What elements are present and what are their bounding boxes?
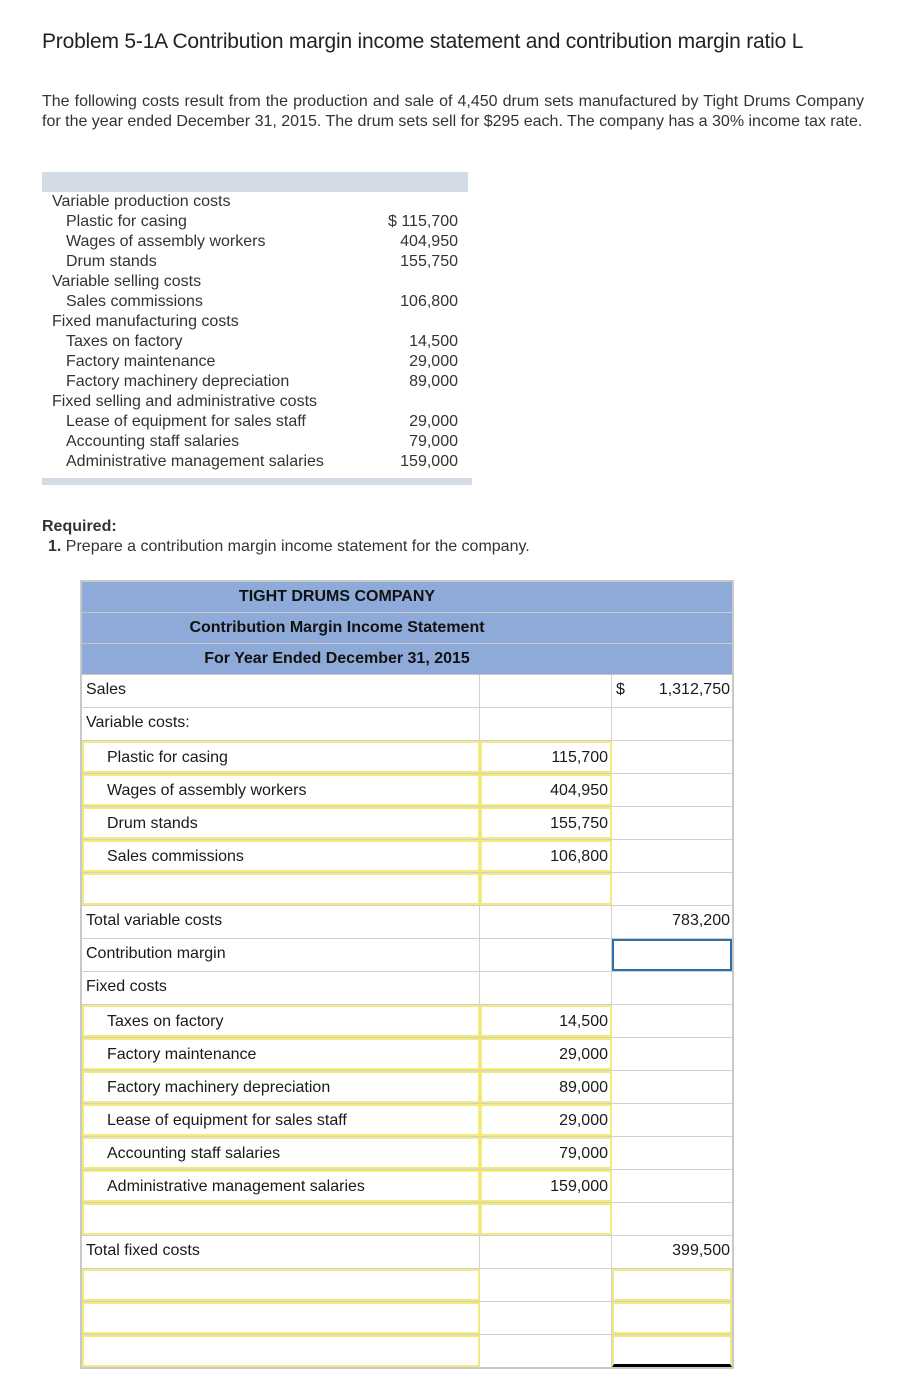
label-input[interactable] bbox=[82, 1335, 480, 1367]
cost-row: Lease of equipment for sales staff 29,000 bbox=[66, 413, 458, 430]
cost-data-table bbox=[42, 172, 468, 485]
label-input[interactable]: Drum stands bbox=[82, 807, 480, 839]
label-input[interactable]: Wages of assembly workers bbox=[82, 774, 480, 806]
label-input[interactable] bbox=[82, 873, 480, 905]
statement-company: TIGHT DRUMS COMPANY bbox=[82, 582, 732, 613]
statement-row bbox=[82, 840, 732, 873]
amount-input[interactable] bbox=[612, 1269, 732, 1301]
statement-row bbox=[82, 807, 732, 840]
cost-row: Plastic for casing $ 115,700 bbox=[66, 213, 458, 230]
label-input[interactable] bbox=[82, 1203, 480, 1235]
problem-intro: The following costs result from the production and sale of 4,450 drum sets manufactured by Tight Drums Company for the year ended December 31, 2015. The drum sets sell for $295 each. The company has a 30% income tax rate. bbox=[42, 93, 864, 130]
label-input[interactable]: Factory machinery depreciation bbox=[82, 1071, 480, 1103]
cost-row: Variable production costs bbox=[52, 193, 231, 210]
statement-row: Total variable costs 783,200 bbox=[82, 906, 732, 939]
cost-row: Factory machinery depreciation 89,000 bbox=[66, 373, 458, 390]
statement-name: Contribution Margin Income Statement bbox=[82, 613, 732, 644]
statement-row: Fixed costs bbox=[82, 972, 732, 1005]
cost-row: Accounting staff salaries 79,000 bbox=[66, 433, 458, 450]
amount-input[interactable]: 29,000 bbox=[480, 1104, 612, 1136]
amount-input[interactable]: 106,800 bbox=[480, 840, 612, 872]
label-input[interactable]: Administrative management salaries bbox=[82, 1170, 480, 1202]
amount-input[interactable] bbox=[480, 873, 612, 905]
statement-row bbox=[82, 873, 732, 906]
label-input[interactable]: Factory maintenance bbox=[82, 1038, 480, 1070]
label-input[interactable] bbox=[82, 1302, 480, 1334]
cost-row: Factory maintenance 29,000 bbox=[66, 353, 458, 370]
label-input[interactable]: Lease of equipment for sales staff bbox=[82, 1104, 480, 1136]
required-item: 1. Prepare a contribution margin income statement for the company. bbox=[48, 538, 530, 555]
amount-input[interactable]: 79,000 bbox=[480, 1137, 612, 1169]
statement-row bbox=[82, 1203, 732, 1236]
statement-row bbox=[82, 1335, 732, 1367]
statement-row bbox=[82, 1071, 732, 1104]
statement-row bbox=[82, 1038, 732, 1071]
amount-input[interactable]: 155,750 bbox=[480, 807, 612, 839]
statement-row bbox=[82, 1170, 732, 1203]
total-fixed-costs-field[interactable]: 399,500 bbox=[672, 1242, 730, 1259]
statement-row bbox=[82, 1302, 732, 1335]
statement-row bbox=[82, 1137, 732, 1170]
statement-row bbox=[82, 1269, 732, 1302]
contribution-margin-input[interactable] bbox=[612, 939, 732, 971]
statement-period: For Year Ended December 31, 2015 bbox=[82, 644, 732, 675]
problem-title: Problem 5-1A Contribution margin income statement and contribution margin ratio L bbox=[42, 30, 804, 53]
amount-input[interactable] bbox=[480, 1203, 612, 1235]
amount-input[interactable]: 29,000 bbox=[480, 1038, 612, 1070]
statement-row: Variable costs: bbox=[82, 708, 732, 741]
statement-row bbox=[82, 1005, 732, 1038]
sales-amount-field[interactable]: $ 1,312,750 bbox=[612, 675, 732, 707]
label-input[interactable]: Plastic for casing bbox=[82, 741, 480, 773]
label-input[interactable] bbox=[82, 1269, 480, 1301]
income-statement bbox=[80, 580, 734, 1369]
total-variable-costs-field[interactable]: 783,200 bbox=[672, 912, 730, 929]
net-income-input[interactable] bbox=[612, 1335, 732, 1367]
statement-row: Contribution margin bbox=[82, 939, 732, 972]
cost-row: Variable selling costs bbox=[52, 273, 202, 290]
statement-row-sales: Sales $ 1,312,750 bbox=[82, 675, 732, 708]
label-input[interactable]: Accounting staff salaries bbox=[82, 1137, 480, 1169]
amount-input[interactable]: 115,700 bbox=[480, 741, 612, 773]
cost-row: Administrative management salaries 159,000 bbox=[66, 453, 458, 470]
amount-input[interactable]: 89,000 bbox=[480, 1071, 612, 1103]
cost-row: Drum stands 155,750 bbox=[66, 253, 458, 270]
amount-input[interactable] bbox=[612, 1302, 732, 1334]
label-input[interactable]: Sales commissions bbox=[82, 840, 480, 872]
amount-input[interactable]: 159,000 bbox=[480, 1170, 612, 1202]
amount-input[interactable]: 404,950 bbox=[480, 774, 612, 806]
label-input[interactable]: Taxes on factory bbox=[82, 1005, 480, 1037]
cost-row: Taxes on factory 14,500 bbox=[66, 333, 458, 350]
cost-row: Wages of assembly workers 404,950 bbox=[66, 233, 458, 250]
statement-row bbox=[82, 774, 732, 807]
amount-input[interactable]: 14,500 bbox=[480, 1005, 612, 1037]
dollar-sign: $ bbox=[616, 681, 625, 698]
statement-row bbox=[82, 741, 732, 774]
table-header-bar bbox=[42, 172, 468, 192]
statement-row: Total fixed costs 399,500 bbox=[82, 1236, 732, 1269]
statement-row bbox=[82, 1104, 732, 1137]
cost-row: Fixed manufacturing costs bbox=[52, 313, 239, 330]
cost-row: Fixed selling and administrative costs bbox=[52, 393, 318, 410]
table-footer-bar bbox=[42, 478, 472, 485]
cost-row: Sales commissions 106,800 bbox=[66, 293, 458, 310]
required-heading: Required: bbox=[42, 518, 117, 535]
